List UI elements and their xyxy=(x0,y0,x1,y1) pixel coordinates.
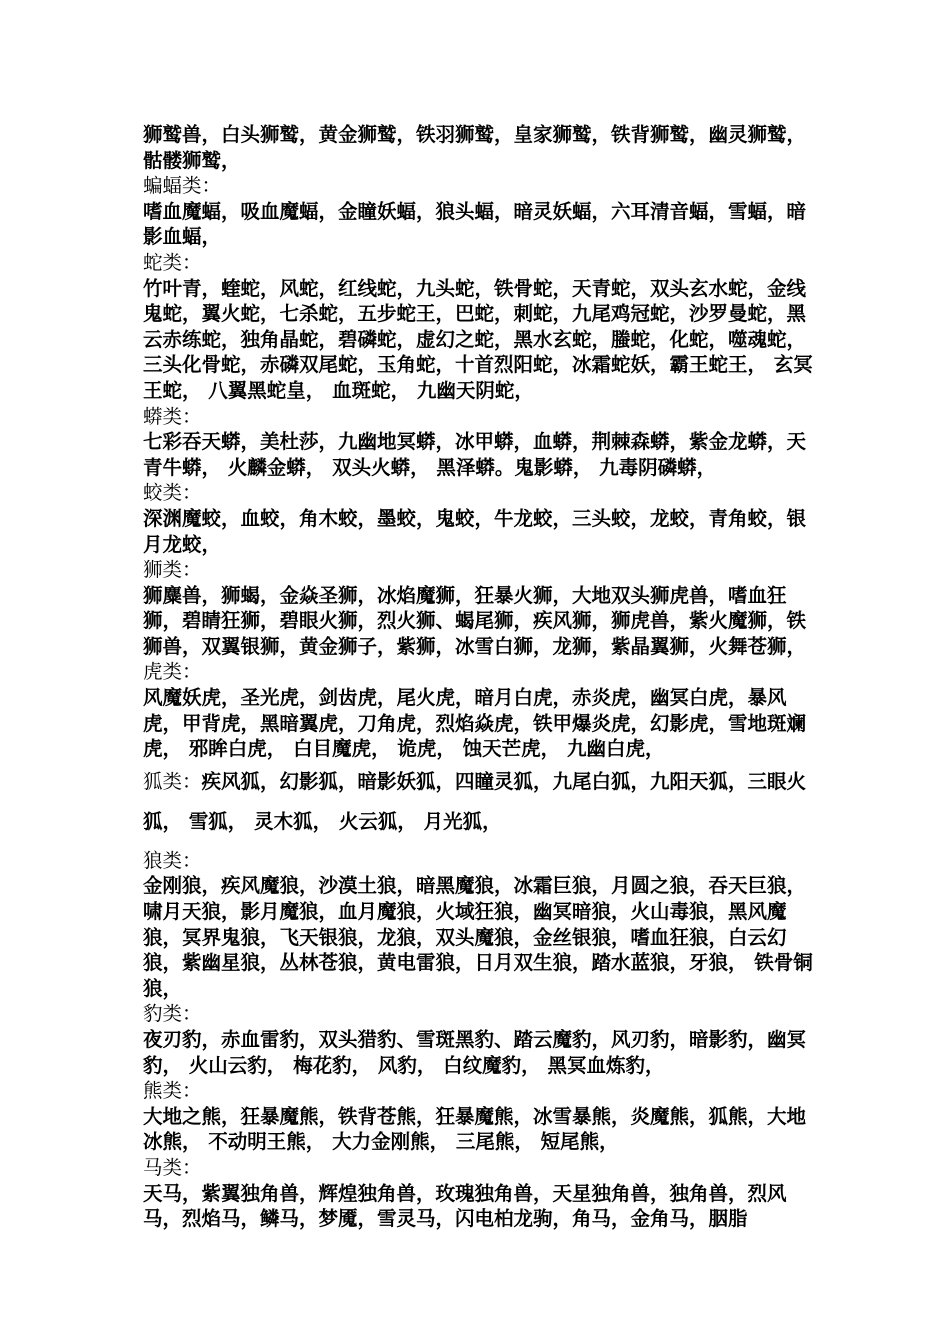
section-fox-heading: 狐类： xyxy=(143,769,202,793)
section-tiger-heading: 虎类： xyxy=(143,660,202,684)
section-lion-body: 狮麋兽，狮蝎，金焱圣狮，冰焰魔狮，狂暴火狮，大地双头狮虎兽，嗜血狂狮，碧睛狂狮，碧眼火狮，烈火狮、蝎尾狮，疾风狮，狮虎兽，紫火魔狮，铁狮兽，双翼银狮，黄金狮子，紫狮，冰雪白狮，龙狮，紫晶翼狮，火舞苍狮， xyxy=(143,583,807,658)
section-snake-heading: 蛇类： xyxy=(143,250,202,274)
section-horse-heading: 马类： xyxy=(143,1155,202,1179)
section-griffin-body: 狮鹫兽，白头狮鹫，黄金狮鹫，铁羽狮鹫，皇家狮鹫，铁背狮鹫，幽灵狮鹫，骷髅狮鹫， xyxy=(143,123,807,172)
section-jiao-heading: 蛟类： xyxy=(143,481,202,505)
section-tiger-body: 风魔妖虎，圣光虎，剑齿虎，尾火虎，暗月白虎，赤炎虎，幽冥白虎，暴风虎，甲背虎，黑暗翼虎，刀角虎，烈焰焱虎，铁甲爆炎虎，幻影虎，雪地斑斓虎， 邪眸白虎， 白目魔虎， 诡虎， 蚀天芒虎， 九幽白虎， xyxy=(143,686,807,761)
section-lion-heading: 狮类： xyxy=(143,558,202,582)
section-jiao-body: 深渊魔蛟，血蛟，角木蛟，墨蛟，鬼蛟，牛龙蛟，三头蛟，龙蛟，青角蛟，银月龙蛟， xyxy=(143,506,807,556)
section-fox xyxy=(143,762,818,842)
section-bat-heading: 蝙蝠类： xyxy=(143,174,222,198)
section-wolf-body: 金刚狼，疾风魔狼，沙漠土狼，暗黑魔狼，冰霜巨狼，月圆之狼，吞天巨狼，啸月天狼，影月魔狼，血月魔狼，火域狂狼，幽冥暗狼，火山毒狼，黑风魔狼，冥界鬼狼，飞天银狼，龙狼，双头魔狼，金丝银狼，嗜血狂狼，白云幻狼，紫幽星狼，丛林苍狼，黄电雷狼，日月双生狼，踏水蓝狼，牙狼， 铁骨铜狼， xyxy=(143,874,813,1000)
document-page xyxy=(143,122,818,1232)
section-horse-body: 天马，紫翼独角兽，辉煌独角兽，玫瑰独角兽，天星独角兽，独角兽，烈风马，烈焰马，鳞马，梦魇，雪灵马，闪电柏龙驹，角马，金角马，胭脂 xyxy=(143,1181,787,1231)
section-griffin xyxy=(143,122,818,173)
section-wolf-heading: 狼类： xyxy=(143,848,202,872)
section-fox-body: 疾风狐，幻影狐，暗影妖狐，四瞳灵狐，九尾白狐，九阳天狐，三眼火狐， 雪狐， 灵木狐， 火云狐， 月光狐， xyxy=(143,769,807,833)
section-bat-body: 嗜血魔蝠，吸血魔蝠，金瞳妖蝠，狼头蝠，暗灵妖蝠，六耳清音蝠，雪蝠，暗影血蝠， xyxy=(143,199,807,249)
section-leopard-heading: 豹类： xyxy=(143,1002,202,1026)
section-bear-body: 大地之熊，狂暴魔熊，铁背苍熊，狂暴魔熊，冰雪暴熊，炎魔熊，狐熊，大地冰熊， 不动明王熊， 大力金刚熊， 三尾熊， 短尾熊， xyxy=(143,1104,807,1154)
section-leopard-body: 夜刃豹，赤血雷豹，双头猎豹、雪斑黑豹、踏云魔豹，风刃豹，暗影豹，幽冥豹， 火山云豹， 梅花豹， 风豹， 白纹魔豹， 黑冥血炼豹， xyxy=(143,1028,807,1077)
section-python-body: 七彩吞天蟒，美杜莎，九幽地冥蟒，冰甲蟒，血蟒，荆棘森蟒，紫金龙蟒，天青牛蟒， 火麟金蟒， 双头火蟒， 黑泽蟒。鬼影蟒， 九毒阴磷蟒， xyxy=(143,430,807,479)
section-bear-heading: 熊类： xyxy=(143,1079,202,1103)
section-snake-body: 竹叶青，蝰蛇，风蛇，红线蛇，九头蛇，铁骨蛇，天青蛇，双头玄水蛇，金线鬼蛇，翼火蛇，七杀蛇，五步蛇王，巴蛇，刺蛇，九尾鸡冠蛇，沙罗曼蛇，黑云赤练蛇，独角晶蛇，碧磷蛇，虚幻之蛇，黑水玄蛇，螣蛇，化蛇，噬魂蛇，三头化骨蛇，赤磷双尾蛇，玉角蛇，十首烈阳蛇，冰霜蛇妖，霸王蛇王， 玄冥王蛇， 八翼黑蛇皇， 血斑蛇， 九幽天阴蛇， xyxy=(143,276,813,402)
section-python-heading: 蟒类： xyxy=(143,404,202,428)
